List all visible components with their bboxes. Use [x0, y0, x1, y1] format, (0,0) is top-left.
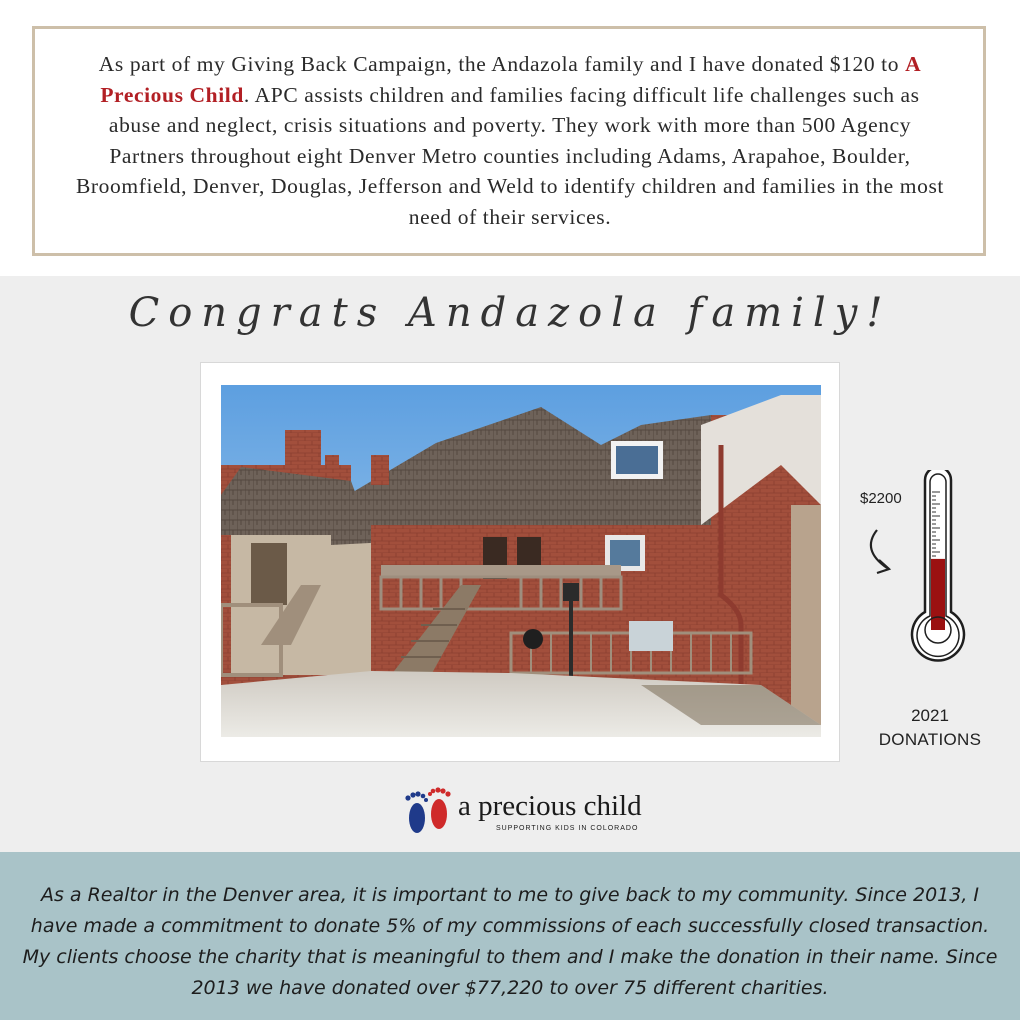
- curved-arrow-icon: [863, 526, 907, 580]
- thermometer-amount: $2200: [860, 490, 902, 507]
- footer-section: [0, 852, 1020, 1020]
- footprints-icon: [400, 786, 456, 842]
- charity-name: A Precious Child: [100, 52, 922, 107]
- thermometer-caption: DONATIONS: [878, 730, 982, 749]
- thermometer-icon: [903, 470, 973, 670]
- intro-box: [32, 26, 986, 256]
- intro-text-before: As part of my Giving Back Campaign, the Andazola family and I have donated $120 to: [98, 52, 906, 76]
- house-photo: [221, 385, 821, 737]
- thermometer-year: 2021: [911, 706, 949, 725]
- photo-frame: [200, 362, 840, 762]
- charity-logo: [400, 784, 650, 844]
- intro-text-after: . APC assists children and families facing difficult life challenges such as abuse and neglect, crisis situations and poverty. They work with more than 500 Agency Partners throughout eight Denver Metro counties including Adams, Arapahoe, Boulder, Broomfield, Denver, Douglas, Jefferson and Weld to identify children and families in the most need of their services.: [75, 82, 945, 229]
- footer-paragraph: As a Realtor in the Denver area, it is important to me to give back to my community. Since 2013, I have made a commitment to donate 5% of my commissions of each successfully closed transaction. My clients choose the charity that is meaningful to them and I make the donation in their name. Since 2013 we have donated over $77,220 to over 75 different charities.: [22, 884, 998, 999]
- thermometer-fill: [931, 559, 945, 630]
- intro-paragraph: [75, 49, 945, 232]
- donation-thermometer: [855, 470, 1015, 760]
- logo-name: a precious child: [458, 790, 642, 822]
- congrats-heading: Congrats Andazola family!: [128, 290, 892, 336]
- intro-section: [0, 0, 1020, 276]
- logo-tagline: SUPPORTING KIDS IN COLORADO: [496, 825, 639, 832]
